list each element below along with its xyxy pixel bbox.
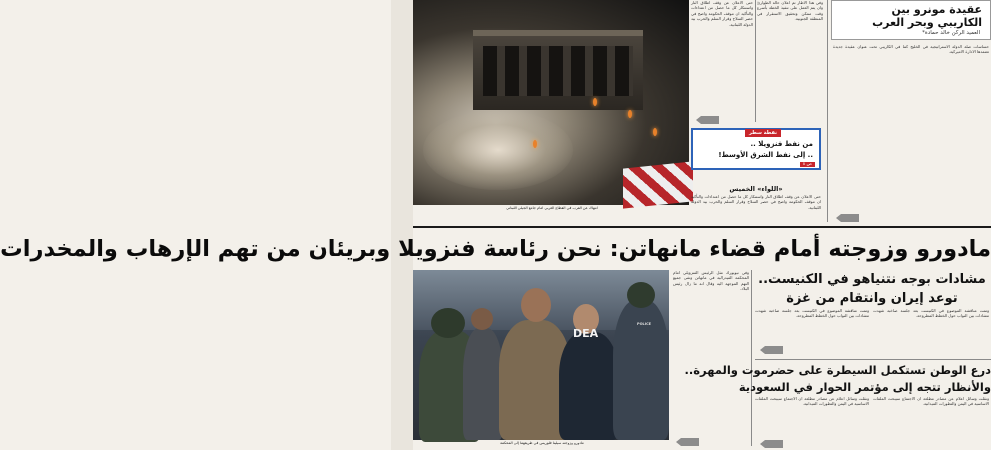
continue-arrow	[681, 438, 699, 446]
column-text: حتى الاعلان عن وقف اطلاق النار واستنكار كل ما حصل من اعتداءات والتأكيد ان موقف الحكومة واضح في حصر السلاح وقرار السلم والحرب بيد الدولة اللبنانية.	[689, 194, 821, 210]
column-text: وتمت مناقشة الموضوع في الكنيست بعد جلسة صاخبة شهدت مشادات بين النواب حول الخطط المطروحة.	[753, 308, 869, 319]
page-ref: ص ٨	[800, 162, 815, 167]
headline-rule	[413, 226, 991, 228]
yemen-line1: درع الوطن تستكمل السيطرة على حضرموت والمهرة..	[684, 363, 991, 377]
dea-badge-text: DEA	[573, 327, 599, 340]
police-text: POLICE	[637, 322, 652, 326]
smoke-cloud	[423, 110, 573, 190]
knesset-line1: مشادات بوجه نتنياهو في الكنيست..	[758, 272, 986, 287]
continue-arrow	[701, 116, 719, 124]
fire-spark	[593, 98, 597, 106]
left-margin	[391, 0, 413, 450]
maduro-head	[521, 288, 551, 322]
photo2-caption: مادورو وزوجته سيلينا فلوريس في طريقهما إلى المحكمة	[500, 441, 584, 445]
column-text: ونقلت وسائل اعلام عن مصادر مطلعة ان الاجتماع سيبحث الملفات الاساسية في اليمن والتطورات الميدانية.	[753, 396, 869, 407]
opinion-author: العميد الركن خالد حمادة*	[922, 30, 980, 36]
knesset-headline	[753, 272, 991, 306]
column-rule	[751, 270, 752, 446]
agent-figure	[613, 300, 669, 440]
continue-arrow	[765, 440, 783, 448]
section-rule	[755, 359, 991, 360]
column-text: وتمت مناقشة الموضوع في الكنيست بعد جلسة صاخبة شهدت مشادات بين النواب حول الخطط المطروحة.	[871, 308, 989, 319]
fire-spark	[653, 128, 657, 136]
column-text: وفي نيويورك مثل الرئيس الفنزويلي امام المحكمة الفيدرالية في مانهاتن ونفى جميع التهم الموجهة اليه وقال انه ما زال رئيس البلاد.	[671, 270, 749, 292]
editorial-line2: .. إلى نفط الشرق الأوسط!	[718, 151, 813, 159]
agent-helmet	[431, 308, 465, 338]
agent-helmet	[627, 282, 655, 308]
agent-figure	[463, 328, 503, 440]
editorial-box	[691, 128, 821, 170]
yemen-line2: والأنظار تتجه إلى مؤتمر الحوار في السعودية	[738, 380, 991, 394]
main-headline: مادورو وزوجته أمام قضاء مانهاتن: نحن رئاسة فنزويلا وبريئان من تهم الإرهاب والمخدرات	[0, 236, 991, 262]
continue-arrow	[765, 346, 783, 354]
knesset-line2: توعد إيران وانتقام من غزة	[786, 291, 958, 306]
column-text: حتى الاعلان عن وقف اطلاق النار واستنكار كل ما حصل من اعتداءات والتأكيد ان موقف الحكومة واضح في حصر السلاح وقرار السلم والحرب بيد الدولة اللبنانية.	[689, 0, 753, 27]
agent-head	[471, 308, 493, 330]
column-rule	[827, 0, 828, 222]
column-text: ونقلت وسائل اعلام عن مصادر مطلعة ان الاجتماع سيبحث الملفات الاساسية في اليمن والتطورات الميدانية.	[871, 396, 989, 407]
yemen-headline	[684, 363, 991, 394]
fire-spark	[533, 140, 537, 148]
opinion-title-line1: عقيدة مونرو بين	[891, 3, 982, 16]
top-news-photo	[413, 0, 689, 205]
maduro-arrest-photo	[413, 270, 669, 440]
thursday-label: «اللواء» الخميس	[729, 185, 783, 193]
column-rule	[755, 0, 756, 122]
dea-agent-figure	[559, 332, 619, 440]
editorial-kicker: نقطة سطر	[745, 129, 781, 137]
column-text: وفي هذا الاطار تم اعلان حالة الطوارئ وان يتم العمل على تنفيذ الخطة بأسرع وقت ممكن وتحقيق الاستقرار في المنطقة الجنوبية.	[755, 0, 823, 22]
destroyed-building	[473, 30, 643, 110]
fire-spark	[628, 110, 632, 118]
opinion-title-line2: الكاريبي وبحر العرب	[872, 16, 982, 29]
opinion-body: حساسات صلة الدولة الاستراتيجية في الخليج كما في الكاريبي تحت عنوان عقيدة جديدة تعتمدها الادارة الاميركية.	[831, 44, 989, 55]
red-white-barrier	[623, 161, 693, 208]
photo1-caption: انتهاك عن القرب في القطاع الغربي امام جامع الجيلي اللبناني	[506, 206, 598, 210]
opinion-box	[831, 0, 991, 40]
editorial-line1: من نفط فنزويلا ..	[750, 140, 813, 148]
continue-arrow	[841, 214, 859, 222]
